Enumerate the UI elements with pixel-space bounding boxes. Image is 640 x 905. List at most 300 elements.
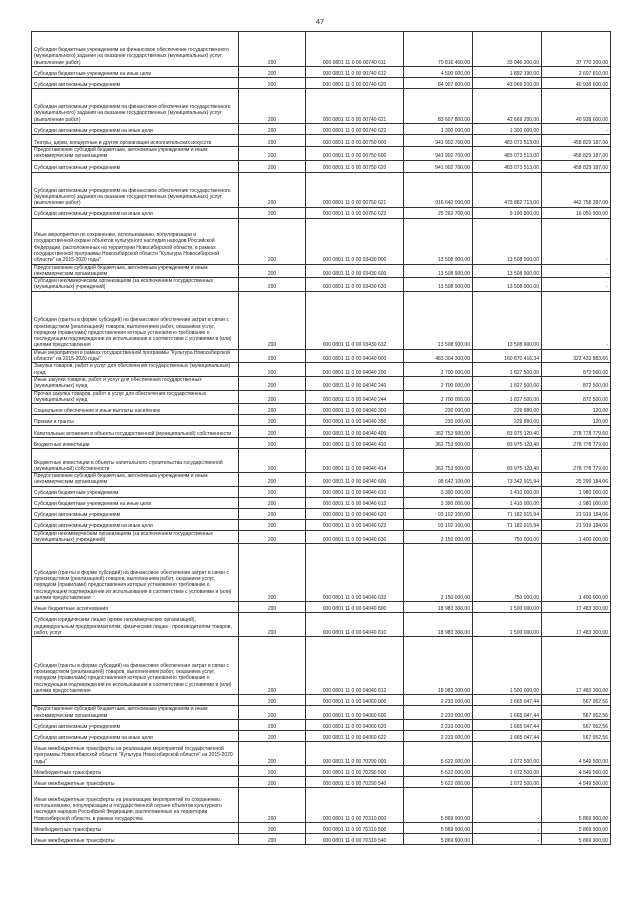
row-admin-code-cell: 200	[239, 508, 306, 519]
row-admin-code-cell: 200	[239, 363, 306, 377]
row-remaining-cell: 1 400 000,00	[542, 544, 611, 602]
row-name-cell: Субсидии (гранты в форме субсидий) на финансовое обеспечение затрат в связи с производством (реализацией) товаров, выполнением работ, оказанием услуг, порядком (правилами) предоставления которых установлено требование о последующем подтверждении их использования в соответствии с условиями и (или) целями предоставления	[32, 637, 239, 695]
row-executed-cell: 750 000,00	[473, 530, 542, 544]
table-row	[32, 376, 611, 390]
row-approved-cell: 83 607 800,00	[404, 89, 473, 124]
row-remaining-cell: 5 869 900,00	[542, 833, 611, 844]
row-executed-cell: 71 182 915,94	[473, 508, 542, 519]
row-name-cell: Бюджетные инвестиции в объекты капитального строительства государственной (муниципальной) собственности	[32, 449, 239, 473]
row-budget-code-cell: 000 0801 11 0 00 04040 800	[306, 602, 404, 613]
row-admin-code-cell: 200	[239, 544, 306, 602]
row-budget-code-cell: 000 0801 11 0 00 70310 000	[306, 787, 404, 822]
row-name-cell: Субсидии юридическим лицам (кроме некоммерческих организаций), индивидуальным предпринимателям, физическим лицам - производителям товаров, работ, услуг	[32, 613, 239, 637]
row-budget-code-cell: 000 0801 11 0 00 04040 622	[306, 519, 404, 530]
row-name-cell: Премии и гранты	[32, 415, 239, 426]
row-budget-code-cell: 000 0801 11 0 00 00750 621	[306, 172, 404, 207]
row-budget-code-cell: 000 0801 11 0 00 70290 540	[306, 776, 404, 787]
row-approved-cell: 941 902 700,00	[404, 147, 473, 161]
row-budget-code-cell: 000 0801 11 0 00 04060 622	[306, 730, 404, 741]
table-row	[32, 390, 611, 404]
row-remaining-cell: 872 500,00	[542, 376, 611, 390]
row-approved-cell: 2 233 000,00	[404, 730, 473, 741]
row-approved-cell: 13 508 900,00	[404, 218, 473, 264]
row-name-cell: Субсидии (гранты в форме субсидий) на финансовое обеспечение затрат в связи с производством (реализацией) товаров, выполнением работ, оказанием услуг, порядком (правилами) предоставления которых установлено требование о последующем подтверждении их использования в соответствии с условиями и (или) целями предоставления	[32, 291, 239, 349]
row-approved-cell: 362 753 900,00	[404, 438, 473, 449]
row-approved-cell: 3 390 000,00	[404, 486, 473, 497]
row-executed-cell: 83 975 120,40	[473, 438, 542, 449]
row-executed-cell: 1 072 500,00	[473, 741, 542, 765]
budget-table-body	[32, 32, 611, 845]
row-approved-cell: 2 233 000,00	[404, 719, 473, 730]
row-admin-code-cell: 200	[239, 32, 306, 67]
row-approved-cell: 5 622 000,00	[404, 776, 473, 787]
row-budget-code-cell: 000 0801 11 0 00 04040 414	[306, 449, 404, 473]
row-admin-code-cell: 200	[239, 264, 306, 278]
row-executed-cell: 1 500 000,00	[473, 602, 542, 613]
row-budget-code-cell: 000 0801 11 0 00 04040 610	[306, 486, 404, 497]
row-admin-code-cell: 200	[239, 449, 306, 473]
table-row	[32, 78, 611, 89]
row-budget-code-cell: 000 0801 11 0 00 00750 600	[306, 147, 404, 161]
row-approved-cell: 4 500 000,00	[404, 67, 473, 78]
row-name-cell: Субсидии бюджетным учреждениям на финансовое обеспечение государственного (муниципального) задания на оказание государственных (муниципальных) услуг (выполнение работ)	[32, 32, 239, 67]
table-row	[32, 264, 611, 278]
row-budget-code-cell: 000 0801 11 0 00 00750 620	[306, 160, 404, 172]
table-row	[32, 426, 611, 438]
row-admin-code-cell: 200	[239, 78, 306, 89]
row-name-cell: Субсидии бюджетным учреждениям	[32, 486, 239, 497]
row-budget-code-cell: 000 0801 11 0 00 04060 600	[306, 706, 404, 720]
row-name-cell: Субсидии бюджетным учреждениям на иные цели	[32, 67, 239, 78]
row-admin-code-cell: 200	[239, 822, 306, 833]
row-approved-cell: 362 753 900,00	[404, 426, 473, 438]
row-admin-code-cell: 200	[239, 160, 306, 172]
row-name-cell: Иные закупки товаров, работ и услуг для обеспечения государственных (муниципальных) нужд	[32, 376, 239, 390]
row-approved-cell: 2 700 000,00	[404, 390, 473, 404]
row-executed-cell: 160 870 416,34	[473, 349, 542, 363]
table-row	[32, 719, 611, 730]
row-remaining-cell: 17 483 300,00	[542, 613, 611, 637]
row-executed-cell: 229 880,00	[473, 415, 542, 426]
row-approved-cell: 230 000,00	[404, 404, 473, 415]
table-row	[32, 67, 611, 78]
row-executed-cell: 1 827 500,00	[473, 376, 542, 390]
row-remaining-cell: 4 549 500,00	[542, 765, 611, 776]
table-row	[32, 147, 611, 161]
row-admin-code-cell: 200	[239, 637, 306, 695]
table-row	[32, 404, 611, 415]
row-budget-code-cell: 000 0801 11 0 00 03430 000	[306, 218, 404, 264]
row-admin-code-cell: 200	[239, 147, 306, 161]
row-approved-cell: 5 869 900,00	[404, 833, 473, 844]
row-remaining-cell: 120,00	[542, 415, 611, 426]
table-row	[32, 207, 611, 218]
row-name-cell: Субсидии автономным учреждениям на иные цели	[32, 124, 239, 135]
row-remaining-cell: 278 778 779,60	[542, 426, 611, 438]
row-name-cell: Межбюджетные трансферты	[32, 822, 239, 833]
row-name-cell: Предоставление субсидий бюджетным, автономным учреждениям и иным некоммерческим организациям	[32, 706, 239, 720]
row-executed-cell: 1 892 190,00	[473, 67, 542, 78]
row-admin-code-cell: 200	[239, 613, 306, 637]
row-executed-cell: 1 665 047,44	[473, 730, 542, 741]
row-approved-cell: 70 816 400,00	[404, 32, 473, 67]
table-row	[32, 741, 611, 765]
row-executed-cell: 1 665 047,44	[473, 706, 542, 720]
row-remaining-cell: 1 980 000,00	[542, 497, 611, 508]
row-executed-cell: 1 500 000,00	[473, 613, 542, 637]
row-remaining-cell: 567 952,56	[542, 719, 611, 730]
table-row	[32, 278, 611, 292]
row-name-cell: Капитальные вложения в объекты государственной (муниципальной) собственности	[32, 426, 239, 438]
row-admin-code-cell: 200	[239, 787, 306, 822]
row-budget-code-cell: 000 0801 11 0 00 70290 000	[306, 741, 404, 765]
row-name-cell: Иные межбюджетные трансферты	[32, 776, 239, 787]
row-approved-cell: 5 622 000,00	[404, 765, 473, 776]
row-executed-cell: 9 190 800,00	[473, 207, 542, 218]
row-budget-code-cell: 000 0801 11 0 00 04040 300	[306, 404, 404, 415]
row-budget-code-cell: 000 0801 11 0 00 04040 400	[306, 426, 404, 438]
table-row	[32, 497, 611, 508]
row-remaining-cell: 322 433 883,66	[542, 349, 611, 363]
table-row	[32, 613, 611, 637]
table-row	[32, 602, 611, 613]
row-admin-code-cell: 200	[239, 291, 306, 349]
table-row	[32, 349, 611, 363]
table-row	[32, 637, 611, 695]
table-row	[32, 218, 611, 264]
row-name-cell: Субсидии автономным учреждениям	[32, 160, 239, 172]
row-remaining-cell: 40 938 600,00	[542, 89, 611, 124]
row-admin-code-cell: 200	[239, 172, 306, 207]
row-executed-cell: 483 073 513,00	[473, 135, 542, 147]
row-remaining-cell: 17 483 300,00	[542, 637, 611, 695]
row-budget-code-cell: 000 0801 11 0 00 04040 240	[306, 376, 404, 390]
row-approved-cell: 13 508 900,00	[404, 291, 473, 349]
row-executed-cell: 1 665 047,44	[473, 695, 542, 706]
row-approved-cell: 916 640 000,00	[404, 172, 473, 207]
row-name-cell: Субсидии автономным учреждениям	[32, 719, 239, 730]
row-name-cell: Субсидии автономным учреждениям на иные цели	[32, 207, 239, 218]
row-admin-code-cell: 200	[239, 730, 306, 741]
row-name-cell: Закупка товаров, работ и услуг для обеспечения государственных (муниципальных) нужд	[32, 363, 239, 377]
row-approved-cell: 2 700 000,00	[404, 363, 473, 377]
row-budget-code-cell: 000 0801 11 0 00 70310 500	[306, 822, 404, 833]
row-budget-code-cell: 000 0801 11 0 00 04040 200	[306, 363, 404, 377]
row-approved-cell: 2 233 000,00	[404, 706, 473, 720]
row-approved-cell: 98 642 100,00	[404, 473, 473, 487]
row-admin-code-cell: 200	[239, 497, 306, 508]
row-admin-code-cell: 200	[239, 486, 306, 497]
table-row	[32, 787, 611, 822]
table-row	[32, 89, 611, 124]
row-remaining-cell: 567 952,56	[542, 706, 611, 720]
row-name-cell: Иные межбюджетные трансферты на реализацию мероприятий по сохранению, использованию, популяризации и государственной охране объектов культурного наследия народов Российской Федерации, расположенных на территории Новосибирской области, в рамках государства	[32, 787, 239, 822]
row-remaining-cell: -	[542, 291, 611, 349]
row-approved-cell: 13 508 900,00	[404, 278, 473, 292]
row-name-cell: Субсидии автономным учреждениям на финансовое обеспечение государственного (муниципального) задания на оказание государственных (муниципальных) услуг (выполнение работ)	[32, 172, 239, 207]
table-row	[32, 291, 611, 349]
row-budget-code-cell: 000 0801 11 0 00 04040 632	[306, 544, 404, 602]
table-row	[32, 160, 611, 172]
row-budget-code-cell: 000 0801 11 0 00 04040 612	[306, 497, 404, 508]
table-row	[32, 438, 611, 449]
row-remaining-cell: 458 829 187,00	[542, 160, 611, 172]
row-remaining-cell: 5 869 900,00	[542, 787, 611, 822]
row-executed-cell: -	[473, 833, 542, 844]
row-remaining-cell: -	[542, 124, 611, 135]
row-budget-code-cell: 000 0801 11 0 00 04040 810	[306, 613, 404, 637]
row-admin-code-cell: 200	[239, 833, 306, 844]
row-remaining-cell: 25 299 184,06	[542, 473, 611, 487]
row-executed-cell: 13 508 900,00	[473, 278, 542, 292]
table-row	[32, 449, 611, 473]
row-admin-code-cell: 200	[239, 473, 306, 487]
row-approved-cell: 84 907 800,00	[404, 78, 473, 89]
row-executed-cell: 1 072 500,00	[473, 765, 542, 776]
table-row	[32, 695, 611, 706]
row-remaining-cell: -	[542, 278, 611, 292]
row-name-cell: Иные мероприятия по сохранению, использованию, популяризации и государственной охране объектов культурного наследия народов Российской Федерации, расположенных на территории Новосибирской области, в рамках государственной программы Новосибирской области "Культура Новосибирской области" на 2015-2020 годы"	[32, 218, 239, 264]
row-approved-cell: 941 902 700,00	[404, 160, 473, 172]
row-approved-cell: 18 983 300,00	[404, 637, 473, 695]
table-row	[32, 706, 611, 720]
row-approved-cell: 2 233 000,00	[404, 695, 473, 706]
row-budget-code-cell: 000 0801 11 0 00 04060 620	[306, 719, 404, 730]
row-executed-cell: 750 000,00	[473, 544, 542, 602]
row-budget-code-cell: 000 0801 11 0 00 04040 410	[306, 438, 404, 449]
row-budget-code-cell: 000 0801 11 0 00 00740 622	[306, 124, 404, 135]
row-budget-code-cell: 000 0801 11 0 00 04040 812	[306, 637, 404, 695]
row-remaining-cell: 872 500,00	[542, 390, 611, 404]
row-executed-cell: 13 508 900,00	[473, 291, 542, 349]
row-executed-cell: 1 827 500,00	[473, 363, 542, 377]
table-row	[32, 776, 611, 787]
row-name-cell: Иные межбюджетные трансферты	[32, 833, 239, 844]
row-name-cell: Субсидии бюджетным учреждениям на иные цели	[32, 497, 239, 508]
row-executed-cell: 13 508 900,00	[473, 264, 542, 278]
row-name-cell: Субсидии автономным учреждениям на иные цели	[32, 519, 239, 530]
row-name-cell	[32, 695, 239, 706]
row-executed-cell: 473 882 713,00	[473, 172, 542, 207]
table-row	[32, 363, 611, 377]
row-approved-cell: 93 102 100,00	[404, 519, 473, 530]
row-budget-code-cell: 000 0801 11 0 00 03430 600	[306, 264, 404, 278]
row-remaining-cell: 278 778 779,60	[542, 449, 611, 473]
table-row	[32, 833, 611, 844]
row-approved-cell: 483 304 300,00	[404, 349, 473, 363]
row-budget-code-cell: 000 0801 11 0 00 04060 000	[306, 695, 404, 706]
table-row	[32, 135, 611, 147]
row-executed-cell: 1 410 000,00	[473, 497, 542, 508]
row-remaining-cell: 442 758 287,00	[542, 172, 611, 207]
row-budget-code-cell: 000 0801 11 0 00 00740 612	[306, 67, 404, 78]
row-budget-code-cell: 000 0801 11 0 00 00740 611	[306, 32, 404, 67]
row-executed-cell: 43 969 200,00	[473, 78, 542, 89]
row-executed-cell: 1 500 000,00	[473, 637, 542, 695]
page-number: 47	[315, 17, 325, 26]
row-remaining-cell: 37 770 200,00	[542, 32, 611, 67]
row-name-cell: Театры, цирки, концертные и другие организации исполнительских искусств	[32, 135, 239, 147]
table-row	[32, 530, 611, 544]
row-remaining-cell: 40 938 600,00	[542, 78, 611, 89]
row-executed-cell: 71 182 915,94	[473, 519, 542, 530]
row-executed-cell: 83 975 120,40	[473, 449, 542, 473]
row-approved-cell: 18 983 300,00	[404, 613, 473, 637]
row-approved-cell: 2 700 000,00	[404, 376, 473, 390]
row-name-cell: Субсидии автономным учреждениям	[32, 508, 239, 519]
row-admin-code-cell: 200	[239, 278, 306, 292]
row-executed-cell: 1 827 500,00	[473, 390, 542, 404]
row-remaining-cell: 5 869 900,00	[542, 822, 611, 833]
row-remaining-cell: -	[542, 218, 611, 264]
row-admin-code-cell: 200	[239, 765, 306, 776]
row-admin-code-cell: 200	[239, 67, 306, 78]
row-budget-code-cell: 000 0801 11 0 00 04040 000	[306, 349, 404, 363]
row-budget-code-cell: 000 0801 11 0 00 04040 620	[306, 508, 404, 519]
row-admin-code-cell: 200	[239, 776, 306, 787]
row-name-cell: Иные бюджетные ассигнования	[32, 602, 239, 613]
row-remaining-cell: 458 829 187,00	[542, 135, 611, 147]
row-name-cell: Субсидии некоммерческим организациям (за исключением государственных (муниципальных) учреждений)	[32, 530, 239, 544]
row-budget-code-cell: 000 0801 11 0 00 04040 630	[306, 530, 404, 544]
row-executed-cell: 33 046 200,00	[473, 32, 542, 67]
row-budget-code-cell: 000 0801 11 0 00 00740 620	[306, 78, 404, 89]
budget-table	[31, 31, 611, 845]
row-admin-code-cell: 200	[239, 530, 306, 544]
row-executed-cell: -	[473, 822, 542, 833]
row-approved-cell: 3 390 000,00	[404, 497, 473, 508]
row-remaining-cell: 16 050 900,00	[542, 207, 611, 218]
row-remaining-cell: 1 400 000,00	[542, 530, 611, 544]
row-admin-code-cell: 200	[239, 519, 306, 530]
row-remaining-cell: 17 483 300,00	[542, 602, 611, 613]
row-admin-code-cell: 200	[239, 349, 306, 363]
row-executed-cell: -	[473, 787, 542, 822]
row-approved-cell: 230 000,00	[404, 415, 473, 426]
row-executed-cell: 13 508 900,00	[473, 218, 542, 264]
row-admin-code-cell: 200	[239, 218, 306, 264]
row-approved-cell: 25 262 700,00	[404, 207, 473, 218]
row-remaining-cell: 21 919 184,06	[542, 519, 611, 530]
row-admin-code-cell: 200	[239, 390, 306, 404]
table-row	[32, 415, 611, 426]
row-remaining-cell: 4 549 500,00	[542, 776, 611, 787]
row-admin-code-cell: 200	[239, 602, 306, 613]
row-name-cell: Социальное обеспечение и иные выплаты населению	[32, 404, 239, 415]
row-executed-cell: 1 072 500,00	[473, 776, 542, 787]
row-remaining-cell: 21 919 184,06	[542, 508, 611, 519]
row-approved-cell: 13 508 900,00	[404, 264, 473, 278]
row-approved-cell: 1 300 000,00	[404, 124, 473, 135]
row-executed-cell: 483 073 513,00	[473, 160, 542, 172]
row-executed-cell: 1 410 000,00	[473, 486, 542, 497]
row-approved-cell: 2 150 000,00	[404, 530, 473, 544]
row-approved-cell: 362 753 900,00	[404, 449, 473, 473]
row-remaining-cell: 872 500,00	[542, 363, 611, 377]
row-admin-code-cell: 200	[239, 135, 306, 147]
row-admin-code-cell: 200	[239, 695, 306, 706]
row-executed-cell: 1 300 000,00	[473, 124, 542, 135]
row-name-cell: Субсидии некоммерческим организациям (за исключением государственных (муниципальных) учреждений)	[32, 278, 239, 292]
row-name-cell: Иные межбюджетные трансферты на реализацию мероприятий государственной программы Новосибирской области "Культура Новосибирской области" на 2015-2020 годы"	[32, 741, 239, 765]
row-remaining-cell: 2 607 810,00	[542, 67, 611, 78]
row-name-cell: Прочая закупка товаров, работ и услуг для обеспечения государственных (муниципальных) нужд	[32, 390, 239, 404]
row-remaining-cell: 567 952,56	[542, 695, 611, 706]
row-remaining-cell: 458 829 187,00	[542, 147, 611, 161]
table-row	[32, 172, 611, 207]
table-row	[32, 544, 611, 602]
row-executed-cell: 73 342 915,94	[473, 473, 542, 487]
row-remaining-cell: 567 952,56	[542, 730, 611, 741]
row-approved-cell: 5 869 900,00	[404, 787, 473, 822]
row-name-cell: Субсидии автономным учреждениям на иные цели	[32, 730, 239, 741]
row-executed-cell: 42 669 200,00	[473, 89, 542, 124]
row-remaining-cell: 1 980 000,00	[542, 486, 611, 497]
row-name-cell: Бюджетные инвестиции	[32, 438, 239, 449]
table-row	[32, 730, 611, 741]
row-approved-cell: 93 102 100,00	[404, 508, 473, 519]
row-approved-cell: 941 902 700,00	[404, 135, 473, 147]
row-executed-cell: 229 880,00	[473, 404, 542, 415]
row-budget-code-cell: 000 0801 11 0 00 03430 630	[306, 278, 404, 292]
row-name-cell: Предоставление субсидий бюджетным, автономным учреждениям и иным некоммерческим организациям	[32, 147, 239, 161]
row-admin-code-cell: 200	[239, 719, 306, 730]
table-row	[32, 508, 611, 519]
row-admin-code-cell: 200	[239, 124, 306, 135]
row-executed-cell: 483 073 513,00	[473, 147, 542, 161]
row-name-cell: Субсидии автономным учреждениям на финансовое обеспечение государственного (муниципального) задания на оказание государственных (муниципальных) услуг (выполнение работ)	[32, 89, 239, 124]
row-name-cell: Предоставление субсидий бюджетным, автономным учреждениям и иным некоммерческим организациям	[32, 264, 239, 278]
row-name-cell: Предоставление субсидий бюджетным, автономным учреждениям и иным некоммерческим организациям	[32, 473, 239, 487]
row-budget-code-cell: 000 0801 11 0 00 04040 244	[306, 390, 404, 404]
row-admin-code-cell: 200	[239, 207, 306, 218]
row-budget-code-cell: 000 0801 11 0 00 00740 621	[306, 89, 404, 124]
row-budget-code-cell: 000 0801 11 0 00 00750 000	[306, 135, 404, 147]
row-name-cell: Межбюджетные трансферты	[32, 765, 239, 776]
row-remaining-cell: 278 778 779,60	[542, 438, 611, 449]
row-remaining-cell: -	[542, 264, 611, 278]
table-row	[32, 519, 611, 530]
row-approved-cell: 2 150 000,00	[404, 544, 473, 602]
row-budget-code-cell: 000 0801 11 0 00 04040 350	[306, 415, 404, 426]
table-row	[32, 822, 611, 833]
table-row	[32, 124, 611, 135]
row-budget-code-cell: 000 0801 11 0 00 03430 632	[306, 291, 404, 349]
row-executed-cell: 1 665 047,44	[473, 719, 542, 730]
row-approved-cell: 18 983 300,00	[404, 602, 473, 613]
table-row	[32, 765, 611, 776]
row-admin-code-cell: 200	[239, 741, 306, 765]
row-budget-code-cell: 000 0801 11 0 00 70310 540	[306, 833, 404, 844]
row-approved-cell: 5 622 000,00	[404, 741, 473, 765]
row-admin-code-cell: 200	[239, 706, 306, 720]
row-budget-code-cell: 000 0801 11 0 00 04040 600	[306, 473, 404, 487]
table-row	[32, 473, 611, 487]
row-admin-code-cell: 200	[239, 438, 306, 449]
row-approved-cell: 5 869 900,00	[404, 822, 473, 833]
row-remaining-cell: 4 549 500,00	[542, 741, 611, 765]
table-row	[32, 486, 611, 497]
row-budget-code-cell: 000 0801 11 0 00 00750 622	[306, 207, 404, 218]
row-name-cell: Субсидии автономным учреждениям	[32, 78, 239, 89]
row-admin-code-cell: 200	[239, 404, 306, 415]
row-name-cell: Субсидии (гранты в форме субсидий) на финансовое обеспечение затрат в связи с производством (реализацией) товаров, выполнением работ, оказанием услуг, порядком (правилами) предоставления которых установлено требование о последующем подтверждении их использования в соответствии с условиями и (или) целями предоставления	[32, 544, 239, 602]
row-admin-code-cell: 200	[239, 415, 306, 426]
row-budget-code-cell: 000 0801 11 0 00 70290 500	[306, 765, 404, 776]
row-executed-cell: 83 975 120,40	[473, 426, 542, 438]
row-name-cell: Иные мероприятия в рамках государственной программы "Культура Новосибирской области" на 2015-2020 годы"	[32, 349, 239, 363]
row-admin-code-cell: 200	[239, 426, 306, 438]
